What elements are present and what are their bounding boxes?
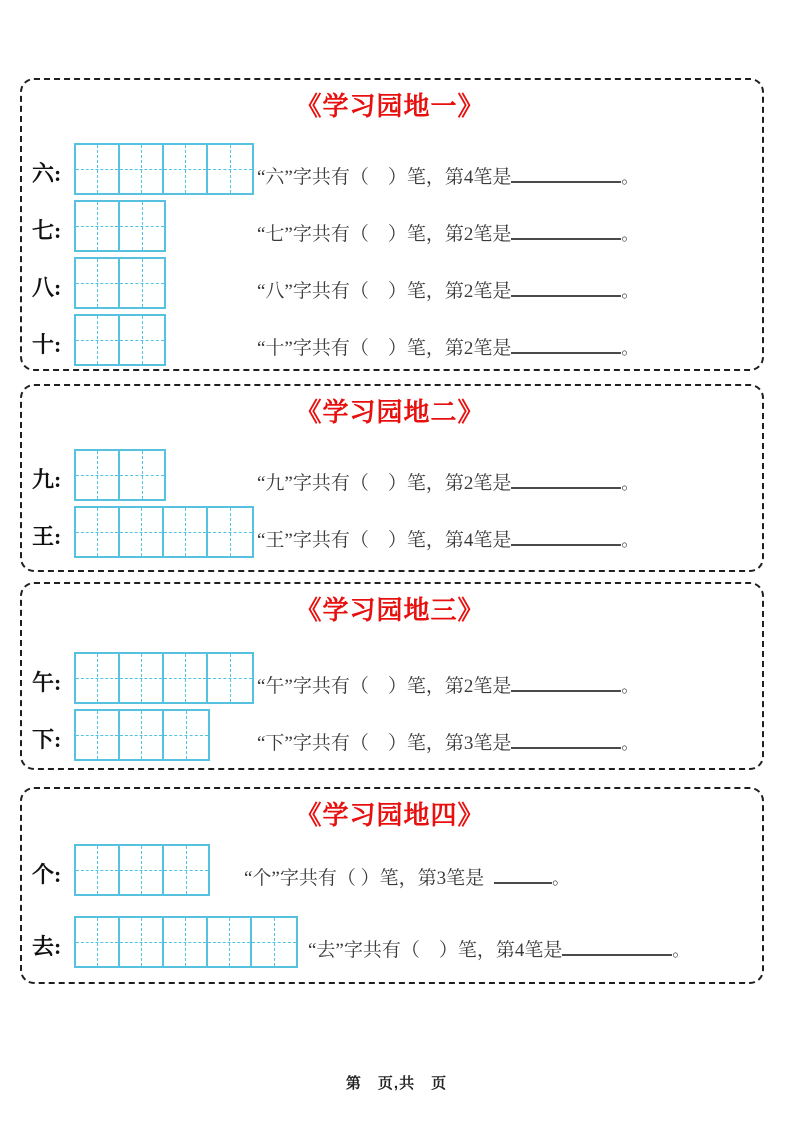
question-text: “午”字共有（ ）笔，第2笔是	[257, 676, 512, 697]
grid-cell[interactable]	[208, 918, 252, 966]
row-label: 午:	[32, 670, 62, 695]
exercise-row-1-1	[32, 143, 748, 195]
writing-grid[interactable]	[74, 257, 166, 309]
writing-grid[interactable]	[74, 709, 210, 761]
grid-cell[interactable]	[164, 918, 208, 966]
writing-grid[interactable]	[74, 844, 210, 896]
question	[257, 728, 638, 761]
period-mark: 。	[621, 734, 639, 753]
question	[308, 935, 689, 968]
grid-cell[interactable]	[76, 316, 120, 364]
grid-cell[interactable]	[76, 202, 120, 250]
question-text: “六”字共有（ ）笔，第4笔是	[257, 167, 512, 188]
grid-cell[interactable]	[120, 202, 164, 250]
grid-cell[interactable]	[120, 259, 164, 307]
section-rows	[32, 652, 748, 761]
writing-grid[interactable]	[74, 200, 166, 252]
question	[257, 333, 638, 366]
exercise-row-3-1	[32, 652, 748, 704]
exercise-row-3-2	[32, 709, 748, 761]
section-rows	[32, 449, 748, 558]
period-mark: 。	[672, 941, 690, 960]
grid-cell[interactable]	[164, 145, 208, 193]
grid-cell[interactable]	[76, 508, 120, 556]
section-rows	[32, 143, 748, 366]
question-text: “去”字共有（ ）笔，第4笔是	[308, 940, 563, 961]
grid-cell[interactable]	[76, 654, 120, 702]
period-mark: 。	[621, 225, 639, 244]
answer-blank[interactable]	[511, 294, 621, 297]
row-label: 九:	[32, 467, 62, 492]
row-label: 十:	[32, 332, 62, 357]
grid-wrap	[74, 200, 257, 252]
section-box-4	[20, 787, 764, 984]
period-mark: 。	[621, 339, 639, 358]
period-mark: 。	[621, 168, 639, 187]
row-label: 七:	[32, 218, 62, 243]
answer-blank[interactable]	[511, 486, 621, 489]
grid-wrap	[74, 844, 210, 896]
grid-cell[interactable]	[208, 508, 252, 556]
question-text: “个”字共有（ ）笔，第3笔是	[244, 868, 485, 889]
grid-cell[interactable]	[76, 451, 120, 499]
exercise-row-4-2	[32, 916, 748, 968]
section-box-3	[20, 582, 764, 770]
exercise-row-4-1	[32, 844, 748, 896]
grid-cell[interactable]	[208, 654, 252, 702]
grid-cell[interactable]	[76, 259, 120, 307]
question	[257, 276, 638, 309]
answer-blank[interactable]	[511, 746, 621, 749]
question-text: “七”字共有（ ）笔，第2笔是	[257, 224, 512, 245]
grid-wrap	[74, 709, 257, 761]
writing-grid[interactable]	[74, 314, 166, 366]
answer-blank[interactable]	[511, 180, 621, 183]
question	[244, 863, 569, 896]
exercise-row-2-1	[32, 449, 748, 501]
question	[257, 219, 638, 252]
writing-grid[interactable]	[74, 143, 254, 195]
writing-grid[interactable]	[74, 506, 254, 558]
section-title: 《学习园地二》	[295, 397, 485, 427]
grid-cell[interactable]	[120, 145, 164, 193]
answer-blank[interactable]	[511, 543, 621, 546]
period-mark: 。	[621, 677, 639, 696]
period-mark: 。	[621, 474, 639, 493]
question-text: “王”字共有（ ）笔，第4笔是	[257, 530, 512, 551]
section-title: 《学习园地三》	[295, 595, 485, 625]
grid-cell[interactable]	[120, 508, 164, 556]
answer-blank[interactable]	[511, 237, 621, 240]
period-mark: 。	[621, 282, 639, 301]
question-text: “九”字共有（ ）笔，第2笔是	[257, 473, 512, 494]
answer-blank[interactable]	[494, 881, 552, 884]
section-title: 《学习园地四》	[295, 800, 485, 830]
exercise-row-1-3	[32, 257, 748, 309]
writing-grid[interactable]	[74, 916, 298, 968]
section-box-2	[20, 384, 764, 572]
grid-cell[interactable]	[252, 918, 296, 966]
exercise-row-1-2	[32, 200, 748, 252]
question-text: “下”字共有（ ）笔，第3笔是	[257, 733, 512, 754]
row-label: 八:	[32, 275, 62, 300]
row-label: 六:	[32, 161, 62, 186]
section-box-1	[20, 78, 764, 371]
answer-blank[interactable]	[562, 953, 672, 956]
page-footer: 第 页,共 页	[345, 1075, 448, 1092]
writing-grid[interactable]	[74, 652, 254, 704]
exercise-row-1-4	[32, 314, 748, 366]
question-text: “八”字共有（ ）笔，第2笔是	[257, 281, 512, 302]
grid-cell[interactable]	[120, 451, 164, 499]
grid-wrap	[74, 916, 298, 968]
row-label: 下:	[32, 727, 62, 752]
grid-wrap	[74, 506, 257, 558]
grid-wrap	[74, 449, 257, 501]
section-rows	[32, 844, 748, 968]
question	[257, 525, 638, 558]
grid-cell[interactable]	[164, 846, 208, 894]
grid-cell[interactable]	[76, 711, 120, 759]
grid-cell[interactable]	[76, 846, 120, 894]
question	[257, 468, 638, 501]
row-label: 个:	[32, 862, 62, 887]
row-label: 去:	[32, 934, 62, 959]
grid-cell[interactable]	[76, 145, 120, 193]
grid-cell[interactable]	[208, 145, 252, 193]
grid-cell[interactable]	[120, 654, 164, 702]
grid-cell[interactable]	[164, 508, 208, 556]
exercise-row-2-2	[32, 506, 748, 558]
grid-cell[interactable]	[164, 711, 208, 759]
grid-cell[interactable]	[120, 711, 164, 759]
period-mark: 。	[552, 869, 570, 888]
grid-cell[interactable]	[120, 846, 164, 894]
writing-grid[interactable]	[74, 449, 166, 501]
row-label: 王:	[32, 524, 62, 549]
period-mark: 。	[621, 531, 639, 550]
section-title: 《学习园地一》	[295, 91, 485, 121]
grid-wrap	[74, 652, 257, 704]
grid-cell[interactable]	[120, 918, 164, 966]
answer-blank[interactable]	[511, 689, 621, 692]
grid-cell[interactable]	[120, 316, 164, 364]
question	[257, 671, 638, 704]
question	[257, 162, 638, 195]
grid-cell[interactable]	[164, 654, 208, 702]
answer-blank[interactable]	[511, 351, 621, 354]
grid-wrap	[74, 257, 257, 309]
grid-wrap	[74, 314, 257, 366]
grid-wrap	[74, 143, 257, 195]
grid-cell[interactable]	[76, 918, 120, 966]
question-text: “十”字共有（ ）笔，第2笔是	[257, 338, 512, 359]
